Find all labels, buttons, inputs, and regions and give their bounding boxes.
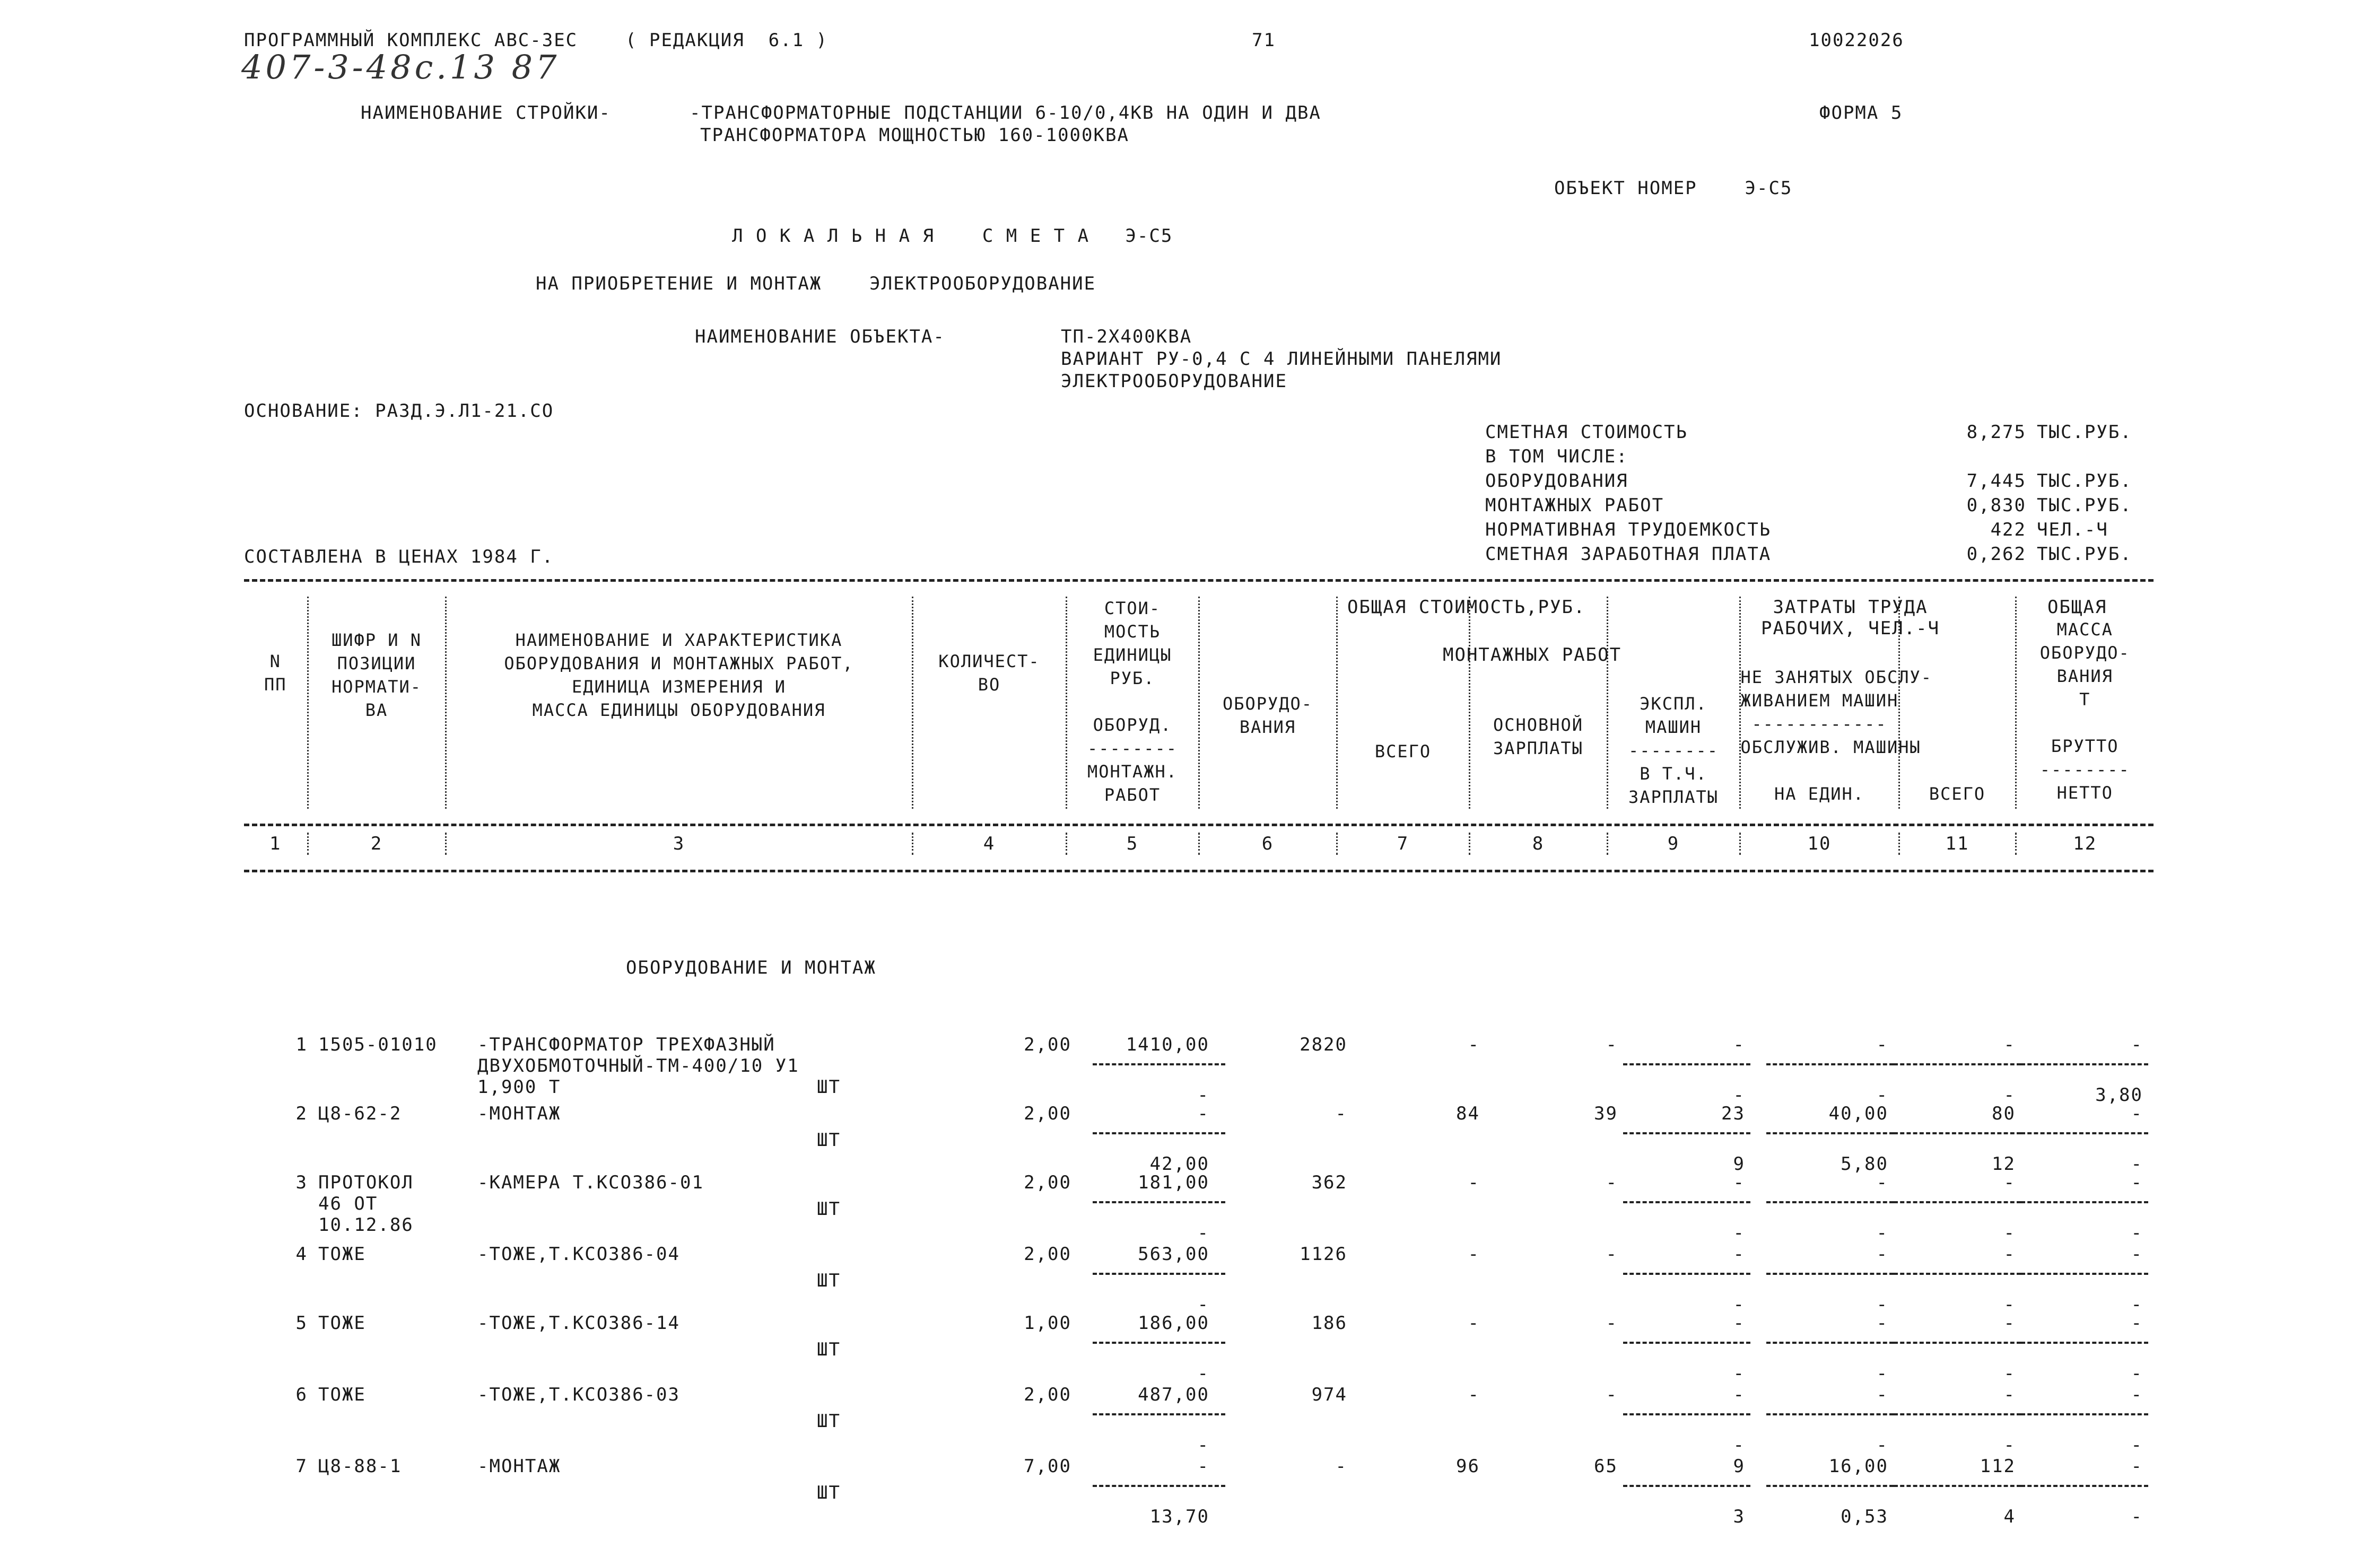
cell-divider xyxy=(1766,1485,1894,1487)
row-machines-salary: - xyxy=(1733,1222,1745,1244)
header-group-mass: ОБЩАЯ xyxy=(2047,597,2107,618)
row-labor-unit-service: - xyxy=(1876,1434,1888,1456)
object-name-line1: ТП-2Х400КВА xyxy=(1061,326,1192,347)
row-unit: ШТ xyxy=(817,1270,841,1291)
row-code: ТОЖЕ xyxy=(318,1244,366,1265)
row-base-salary: - xyxy=(1606,1244,1618,1265)
row-labor-unit: 40,00 xyxy=(1828,1103,1888,1124)
page-number: 71 xyxy=(1252,30,1276,51)
header-col-code: ШИФР И N ПОЗИЦИИ НОРМАТИ- ВА xyxy=(308,597,446,809)
row-labor-total-service: - xyxy=(2003,1434,2016,1456)
object-name-line2: ВАРИАНТ РУ-0,4 С 4 ЛИНЕЙНЫМИ ПАНЕЛЯМИ xyxy=(1061,348,1502,370)
row-labor-unit: - xyxy=(1876,1172,1888,1193)
row-mass-netto: - xyxy=(2131,1222,2143,1244)
cell-divider xyxy=(2021,1273,2148,1275)
cell-divider xyxy=(1093,1342,1225,1344)
row-unit-montage: - xyxy=(1197,1294,1209,1315)
header-col-unit-cost: СТОИ- МОСТЬ ЕДИНИЦЫ РУБ. ОБОРУД. -------- МОНТАЖН. РАБОТ xyxy=(1066,597,1199,809)
summary-value: 0,830 xyxy=(1966,495,2026,516)
row-quantity: 2,00 xyxy=(1024,1172,1071,1193)
header-col-labor-unit: НЕ ЗАНЯТЫХ ОБСЛУ- ЖИВАНИЕМ МАШИН ------------ ОБСЛУЖИВ. МАШИНЫ НА ЕДИН. xyxy=(1740,597,1899,809)
row-name: -ТОЖЕ,Т.КСО386-04 xyxy=(477,1244,680,1265)
row-unit-cost: - xyxy=(1197,1103,1209,1124)
object-name-line3: ЭЛЕКТРООБОРУДОВАНИЕ xyxy=(1061,371,1287,392)
summary-unit: ТЫС.РУБ. xyxy=(2037,470,2132,492)
header-group-cost: ОБЩАЯ СТОИМОСТЬ,РУБ. xyxy=(1347,597,1586,618)
cell-divider xyxy=(1093,1132,1225,1134)
document-code: 10022026 xyxy=(1809,30,1904,51)
row-machines: 23 xyxy=(1721,1103,1745,1124)
column-number: 2 xyxy=(308,833,446,855)
cell-divider xyxy=(1623,1342,1750,1344)
row-equipment-cost: - xyxy=(1335,1456,1347,1477)
row-labor-unit: 16,00 xyxy=(1828,1456,1888,1477)
cell-divider xyxy=(2021,1063,2148,1065)
row-equipment-cost: 974 xyxy=(1311,1384,1347,1405)
row-labor-unit-service: - xyxy=(1876,1222,1888,1244)
row-unit: ШТ xyxy=(817,1411,841,1432)
row-labor-total: 80 xyxy=(1992,1103,2016,1124)
row-equipment-cost: 2820 xyxy=(1300,1034,1347,1055)
row-unit-cost: - xyxy=(1197,1456,1209,1477)
row-mass-netto: - xyxy=(2131,1434,2143,1456)
row-mass-netto: 3,80 xyxy=(2095,1084,2143,1106)
row-unit-cost: 1410,00 xyxy=(1126,1034,1209,1055)
row-total: - xyxy=(1468,1384,1480,1405)
row-name: -МОНТАЖ xyxy=(477,1456,561,1477)
row-machines: - xyxy=(1733,1172,1745,1193)
header-col-labor-total: ВСЕГО xyxy=(1899,597,2016,809)
cell-divider xyxy=(1894,1342,2021,1344)
row-quantity: 2,00 xyxy=(1024,1034,1071,1055)
row-labor-total: - xyxy=(2003,1384,2016,1405)
handwritten-note: 407-3-48с.13 87 xyxy=(241,48,560,86)
row-mass-netto: - xyxy=(2131,1506,2143,1527)
row-unit-cost: 563,00 xyxy=(1138,1244,1209,1265)
row-mass-brutto: - xyxy=(2131,1103,2143,1124)
document-subtitle: НА ПРИОБРЕТЕНИЕ И МОНТАЖ ЭЛЕКТРООБОРУДОВАНИЕ xyxy=(536,273,1096,294)
row-base-salary: 65 xyxy=(1594,1456,1618,1477)
row-labor-total-service: 12 xyxy=(1992,1153,2016,1175)
cell-divider xyxy=(1623,1413,1750,1415)
row-labor-unit-service: 5,80 xyxy=(1841,1153,1888,1175)
form-label: ФОРМА 5 xyxy=(1819,102,1903,124)
row-unit-cost: 186,00 xyxy=(1138,1313,1209,1334)
row-labor-total-service: - xyxy=(2003,1222,2016,1244)
summary-value: 422 xyxy=(1990,519,2026,540)
cell-divider xyxy=(2021,1201,2148,1203)
row-machines-salary: - xyxy=(1733,1294,1745,1315)
row-mass-brutto: - xyxy=(2131,1244,2143,1265)
row-labor-unit-service: - xyxy=(1876,1363,1888,1384)
row-labor-total: 112 xyxy=(1980,1456,2016,1477)
summary-label: СМЕТНАЯ СТОИМОСТЬ xyxy=(1485,422,1688,443)
row-labor-unit: - xyxy=(1876,1034,1888,1055)
program-title: ПРОГРАММНЫЙ КОМПЛЕКС АВС-ЗЕС ( РЕДАКЦИЯ 6.1 ) xyxy=(244,30,829,51)
row-labor-unit: - xyxy=(1876,1384,1888,1405)
row-unit-cost: 181,00 xyxy=(1138,1172,1209,1193)
row-number: 2 xyxy=(295,1103,308,1124)
row-equipment-cost: 186 xyxy=(1311,1313,1347,1334)
cell-divider xyxy=(1093,1485,1225,1487)
header-col-name: НАИМЕНОВАНИЕ И ХАРАКТЕРИСТИКА ОБОРУДОВАНИЯ И МОНТАЖНЫХ РАБОТ, ЕДИНИЦА ИЗМЕРЕНИЯ И МАССА ЕДИНИЦЫ ОБОРУДОВАНИЯ xyxy=(446,597,912,809)
cell-divider xyxy=(1766,1273,1894,1275)
row-machines-salary: - xyxy=(1733,1084,1745,1106)
row-equipment-cost: 1126 xyxy=(1300,1244,1347,1265)
object-number: ОБЪЕКТ НОМЕР Э-С5 xyxy=(1554,178,1793,199)
row-base-salary: - xyxy=(1606,1313,1618,1334)
document-title: Л О К А Л Ь Н А Я С М Е Т А Э-С5 xyxy=(732,225,1173,247)
row-number: 6 xyxy=(295,1384,308,1405)
cell-divider xyxy=(1894,1413,2021,1415)
summary-label: МОНТАЖНЫХ РАБОТ xyxy=(1485,495,1664,516)
row-unit-montage: 13,70 xyxy=(1149,1506,1209,1527)
summary-value: 8,275 xyxy=(1966,422,2026,443)
row-mass-netto: - xyxy=(2131,1153,2143,1175)
column-number: 1 xyxy=(269,833,282,854)
row-quantity: 1,00 xyxy=(1024,1313,1071,1334)
row-unit: ШТ xyxy=(817,1077,841,1098)
row-name: -МОНТАЖ xyxy=(477,1103,561,1124)
header-col-number: N ПП xyxy=(264,651,287,695)
row-number: 3 xyxy=(295,1172,308,1193)
row-total: - xyxy=(1468,1034,1480,1055)
row-code: ТОЖЕ xyxy=(318,1313,366,1334)
row-name: -ТОЖЕ,Т.КСО386-14 xyxy=(477,1313,680,1334)
row-equipment-cost: - xyxy=(1335,1103,1347,1124)
prices-year: СОСТАВЛЕНА В ЦЕНАХ 1984 Г. xyxy=(244,546,554,567)
row-labor-total: - xyxy=(2003,1313,2016,1334)
row-code: ТОЖЕ xyxy=(318,1384,366,1405)
row-labor-unit-service: - xyxy=(1876,1294,1888,1315)
cell-divider xyxy=(1093,1063,1225,1065)
divider-line xyxy=(244,579,2154,582)
cell-divider xyxy=(1623,1485,1750,1487)
header-col-mass: МАССА ОБОРУДО- ВАНИЯ Т БРУТТО -------- НЕТТО xyxy=(2016,597,2154,809)
row-unit: ШТ xyxy=(817,1130,841,1151)
header-col-quantity: КОЛИЧЕСТ- ВО xyxy=(912,597,1066,809)
summary-label: В ТОМ ЧИСЛЕ: xyxy=(1485,446,1628,467)
column-number: 4 xyxy=(912,833,1066,855)
header-col-equipment: ОБОРУДО- ВАНИЯ xyxy=(1199,597,1337,809)
row-machines-salary: - xyxy=(1733,1434,1745,1456)
row-code: Ц8-62-2 xyxy=(318,1103,402,1124)
row-labor-total-service: - xyxy=(2003,1363,2016,1384)
row-base-salary: - xyxy=(1606,1034,1618,1055)
row-labor-unit-service: - xyxy=(1876,1084,1888,1106)
cell-divider xyxy=(1623,1132,1750,1134)
row-mass-brutto: - xyxy=(2131,1172,2143,1193)
object-label: НАИМЕНОВАНИЕ ОБЪЕКТА- xyxy=(695,326,945,347)
row-labor-unit: - xyxy=(1876,1244,1888,1265)
column-number: 6 xyxy=(1199,833,1337,855)
cell-divider xyxy=(1093,1413,1225,1415)
row-quantity: 2,00 xyxy=(1024,1244,1071,1265)
column-number: 7 xyxy=(1337,833,1469,855)
cell-divider xyxy=(1766,1342,1894,1344)
cell-divider xyxy=(1766,1201,1894,1203)
summary-unit: ТЫС.РУБ. xyxy=(2037,422,2132,443)
summary-value: 0,262 xyxy=(1966,544,2026,565)
cell-divider xyxy=(1766,1413,1894,1415)
row-number: 4 xyxy=(295,1244,308,1265)
row-total: 96 xyxy=(1456,1456,1480,1477)
row-labor-total-service: - xyxy=(2003,1294,2016,1315)
cell-divider xyxy=(1093,1273,1225,1275)
row-unit-cost: 487,00 xyxy=(1138,1384,1209,1405)
row-total: 84 xyxy=(1456,1103,1480,1124)
section-title: ОБОРУДОВАНИЕ И МОНТАЖ xyxy=(626,957,876,978)
row-total: - xyxy=(1468,1172,1480,1193)
row-name: -КАМЕРА Т.КСО386-01 xyxy=(477,1172,704,1193)
column-number: 11 xyxy=(1899,833,2016,855)
cell-divider xyxy=(1623,1063,1750,1065)
row-unit: ШТ xyxy=(817,1482,841,1503)
summary-label: СМЕТНАЯ ЗАРАБОТНАЯ ПЛАТА xyxy=(1485,544,1772,565)
row-total: - xyxy=(1468,1244,1480,1265)
summary-unit: ТЫС.РУБ. xyxy=(2037,544,2132,565)
header-col-base-salary: ОСНОВНОЙ ЗАРПЛАТЫ xyxy=(1469,597,1607,809)
row-quantity: 7,00 xyxy=(1024,1456,1071,1477)
row-base-salary: - xyxy=(1606,1172,1618,1193)
row-unit-montage: 42,00 xyxy=(1149,1153,1209,1175)
cell-divider xyxy=(1623,1273,1750,1275)
row-labor-total-service: - xyxy=(2003,1084,2016,1106)
row-code: Ц8-88-1 xyxy=(318,1456,402,1477)
row-name: -ТРАНСФОРМАТОР ТРЕХФАЗНЫЙ ДВУХОБМОТОЧНЫЙ-ТМ-400/10 У1 1,900 Т xyxy=(477,1034,799,1098)
row-mass-brutto: - xyxy=(2131,1456,2143,1477)
column-number: 5 xyxy=(1066,833,1199,855)
row-machines-salary: 3 xyxy=(1733,1506,1745,1527)
row-machines: 9 xyxy=(1733,1456,1745,1477)
row-mass-netto: - xyxy=(2131,1363,2143,1384)
row-unit-montage: - xyxy=(1197,1222,1209,1244)
row-code: ПРОТОКОЛ 46 ОТ 10.12.86 xyxy=(318,1172,414,1236)
row-machines: - xyxy=(1733,1034,1745,1055)
summary-unit: ЧЕЛ.-Ч xyxy=(2037,519,2108,540)
header-group-montage: МОНТАЖНЫХ РАБОТ xyxy=(1443,644,1622,666)
summary-unit: ТЫС.РУБ. xyxy=(2037,495,2132,516)
row-quantity: 2,00 xyxy=(1024,1384,1071,1405)
cell-divider xyxy=(2021,1132,2148,1134)
cell-divider xyxy=(1894,1132,2021,1134)
basis-line: ОСНОВАНИЕ: РАЗД.Э.Л1-21.СО xyxy=(244,400,554,422)
cell-divider xyxy=(2021,1413,2148,1415)
row-unit-montage: - xyxy=(1197,1084,1209,1106)
column-number: 9 xyxy=(1607,833,1740,855)
row-number: 1 xyxy=(295,1034,308,1055)
cell-divider xyxy=(1894,1201,2021,1203)
construction-label: НАИМЕНОВАНИЕ СТРОЙКИ- xyxy=(361,102,611,124)
cell-divider xyxy=(2021,1485,2148,1487)
row-labor-total-service: 4 xyxy=(2003,1506,2016,1527)
column-number: 10 xyxy=(1740,833,1899,855)
row-unit-montage: - xyxy=(1197,1434,1209,1456)
row-unit-montage: - xyxy=(1197,1363,1209,1384)
header-group-labor: ЗАТРАТЫ ТРУДА РАБОЧИХ, ЧЕЛ.-Ч xyxy=(1761,597,1940,639)
row-number: 7 xyxy=(295,1456,308,1477)
column-number: 12 xyxy=(2016,833,2154,855)
divider-line xyxy=(244,870,2154,872)
cell-divider xyxy=(1894,1485,2021,1487)
row-labor-unit: - xyxy=(1876,1313,1888,1334)
row-mass-brutto: - xyxy=(2131,1313,2143,1334)
row-mass-brutto: - xyxy=(2131,1034,2143,1055)
row-total: - xyxy=(1468,1313,1480,1334)
row-mass-brutto: - xyxy=(2131,1384,2143,1405)
divider-line xyxy=(244,824,2154,826)
summary-value: 7,445 xyxy=(1966,470,2026,492)
row-unit: ШТ xyxy=(817,1339,841,1360)
row-base-salary: - xyxy=(1606,1384,1618,1405)
column-numbers-row xyxy=(244,833,2154,855)
column-number: 8 xyxy=(1469,833,1607,855)
construction-name-line1: -ТРАНСФОРМАТОРНЫЕ ПОДСТАНЦИИ 6-10/0,4КВ НА ОДИН И ДВА xyxy=(690,102,1321,124)
row-unit: ШТ xyxy=(817,1198,841,1220)
row-machines: - xyxy=(1733,1384,1745,1405)
row-code: 1505-01010 xyxy=(318,1034,438,1055)
header-col-machines: ЭКСПЛ. МАШИН -------- В Т.Ч. ЗАРПЛАТЫ xyxy=(1607,597,1740,809)
row-quantity: 2,00 xyxy=(1024,1103,1071,1124)
row-machines: - xyxy=(1733,1313,1745,1334)
cell-divider xyxy=(1093,1201,1225,1203)
row-labor-total: - xyxy=(2003,1034,2016,1055)
row-machines-salary: - xyxy=(1733,1363,1745,1384)
cell-divider xyxy=(1894,1273,2021,1275)
cell-divider xyxy=(1894,1063,2021,1065)
row-machines: - xyxy=(1733,1244,1745,1265)
summary-label: НОРМАТИВНАЯ ТРУДОЕМКОСТЬ xyxy=(1485,519,1772,540)
row-mass-netto: - xyxy=(2131,1294,2143,1315)
cell-divider xyxy=(1766,1132,1894,1134)
row-labor-total: - xyxy=(2003,1244,2016,1265)
row-equipment-cost: 362 xyxy=(1311,1172,1347,1193)
row-base-salary: 39 xyxy=(1594,1103,1618,1124)
cell-divider xyxy=(1766,1063,1894,1065)
row-machines-salary: 9 xyxy=(1733,1153,1745,1175)
column-number: 3 xyxy=(446,833,912,855)
row-number: 5 xyxy=(295,1313,308,1334)
cell-divider xyxy=(2021,1342,2148,1344)
row-labor-unit-service: 0,53 xyxy=(1841,1506,1888,1527)
row-labor-total: - xyxy=(2003,1172,2016,1193)
header-col-total: ВСЕГО xyxy=(1337,597,1469,809)
row-name: -ТОЖЕ,Т.КСО386-03 xyxy=(477,1384,680,1405)
construction-name-line2: ТРАНСФОРМАТОРА МОЩНОСТЬЮ 160-1000КВА xyxy=(700,125,1129,146)
summary-label: ОБОРУДОВАНИЯ xyxy=(1485,470,1628,492)
cell-divider xyxy=(1623,1201,1750,1203)
